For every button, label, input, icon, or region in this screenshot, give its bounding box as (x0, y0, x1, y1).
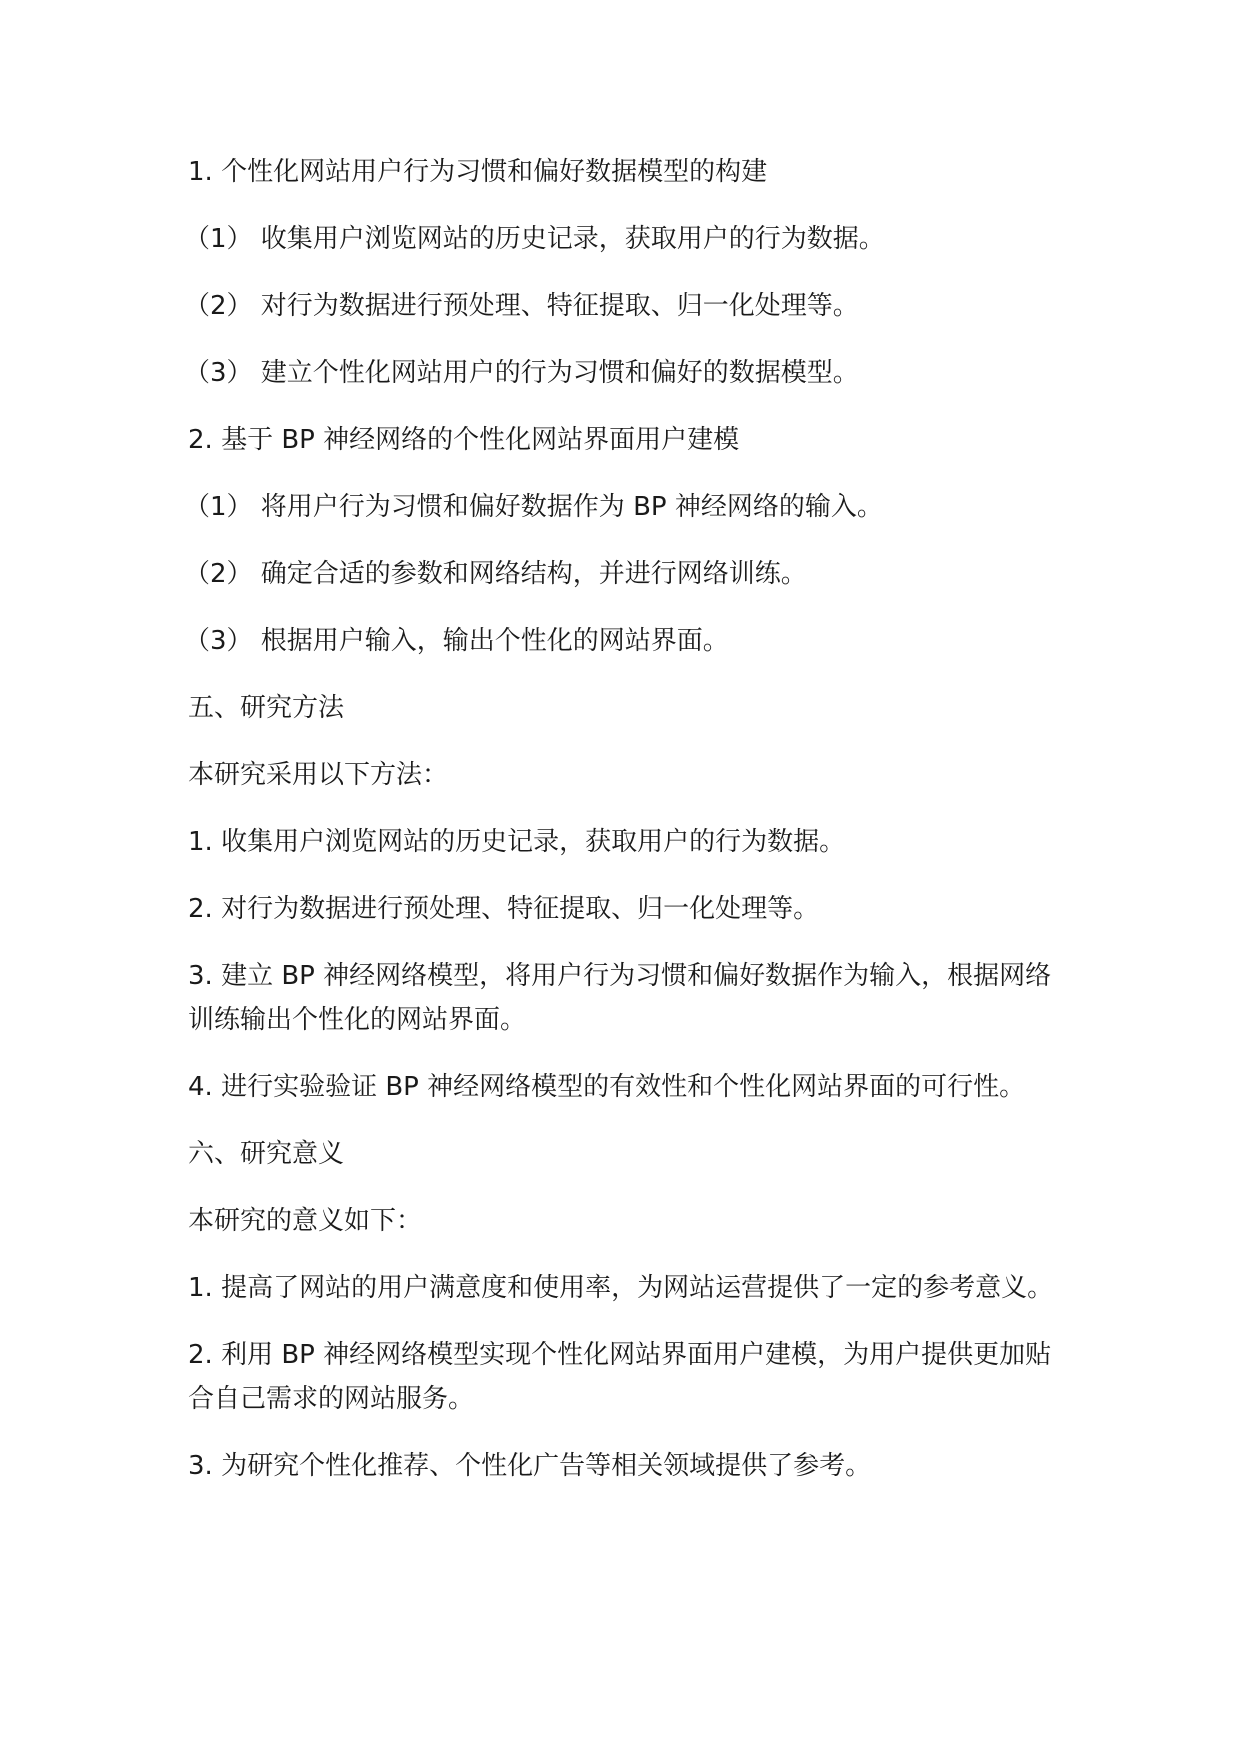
list-item: （2） 确定合适的参数和网络结构，并进行网络训练。 (184, 559, 807, 589)
list-item: （3） 建立个性化网站用户的行为习惯和偏好的数据模型。 (184, 358, 859, 388)
list-item: （2） 对行为数据进行预处理、特征提取、归一化处理等。 (184, 291, 859, 321)
list-item: 1. 收集用户浏览网站的历史记录，获取用户的行为数据。 (188, 827, 846, 857)
list-item: 2. 对行为数据进行预处理、特征提取、归一化处理等。 (188, 894, 820, 924)
heading-1-data-model: 1. 个性化网站用户行为习惯和偏好数据模型的构建 (188, 157, 768, 187)
list-item: （1） 将用户行为习惯和偏好数据作为 BP 神经网络的输入。 (184, 492, 883, 522)
list-item: （1） 收集用户浏览网站的历史记录，获取用户的行为数据。 (184, 224, 885, 254)
list-item: 3. 为研究个性化推荐、个性化广告等相关领域提供了参考。 (188, 1451, 872, 1481)
list-item: 4. 进行实验验证 BP 神经网络模型的有效性和个性化网站界面的可行性。 (188, 1072, 1026, 1102)
paragraph-text: 本研究采用以下方法： (188, 760, 449, 790)
list-item: （3） 根据用户输入，输出个性化的网站界面。 (184, 626, 729, 656)
section-heading-significance: 六、研究意义 (188, 1139, 345, 1169)
list-item: 1. 提高了网站的用户满意度和使用率，为网站运营提供了一定的参考意义。 (188, 1273, 1054, 1303)
list-item: 2. 利用 BP 神经网络模型实现个性化网站界面用户建模，为用户提供更加贴合自己需求的网站服务。 (188, 1340, 1052, 1414)
list-item: 3. 建立 BP 神经网络模型，将用户行为习惯和偏好数据作为输入，根据网络训练输出个性化的网站界面。 (188, 961, 1052, 1035)
heading-2-bp-modeling: 2. 基于 BP 神经网络的个性化网站界面用户建模 (188, 425, 740, 455)
section-heading-methods: 五、研究方法 (188, 693, 345, 723)
document-body (184, 150, 1058, 1511)
paragraph-text: 本研究的意义如下： (188, 1206, 423, 1236)
